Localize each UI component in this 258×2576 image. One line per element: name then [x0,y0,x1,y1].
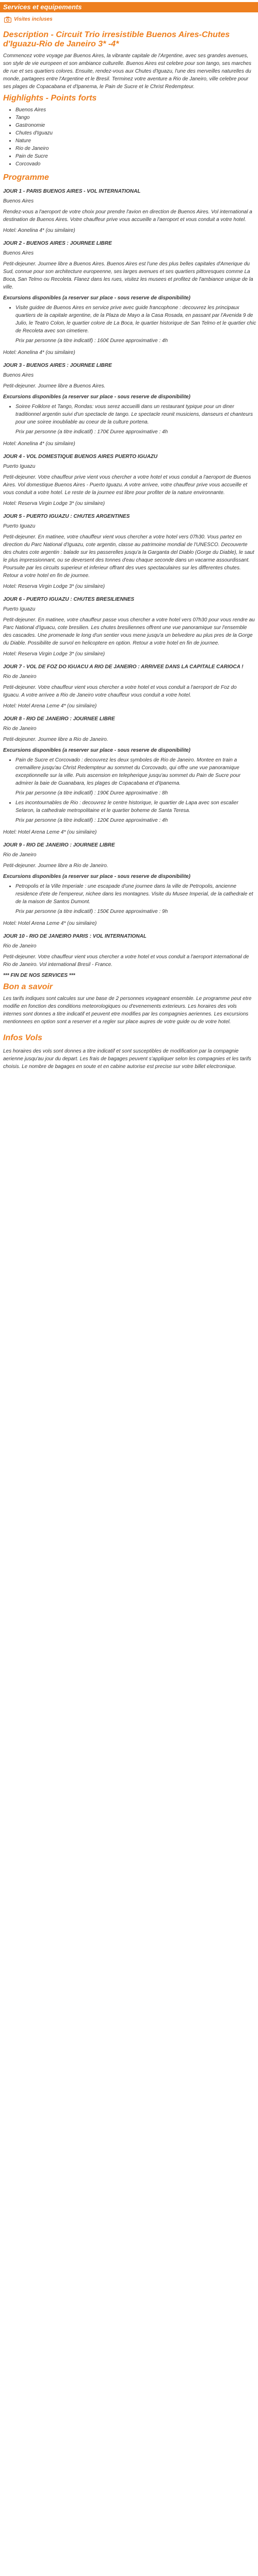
day-place: Puerto Iguazu [3,464,36,469]
day-place: Puerto Iguazu [3,523,36,529]
intro-paragraph: Commencez votre voyage par Buenos Aires, la vibrante capitale de l'Argentine, avec ses grandes avenues, son style de vie europeen et son ambiance culturelle. Buenos Aires est celebre pour son tango, ses marches de rue et ses quartiers colores. Ensuite, rendez-vous aux Chutes d'Iguazu, l'une des merveilles naturelles du monde, partagees entre l'Argentine et le Bresil. Terminez votre aventure a Rio de Janeiro, ville celebre pour ses plages de Copacabana et d'Ipanema, le Pain de Sucre et le Christ Redempteur. [3,53,252,90]
camera-icon [4,16,11,23]
day-title: JOUR 10 - RIO DE JANEIRO PARIS : VOL INTERNATIONAL [3,934,147,939]
highlight-item: • Rio de Janeiro [15,145,258,152]
day-title: JOUR 1 - PARIS BUENOS AIRES - VOL INTERNATIONAL [3,189,141,194]
day-hotel: Hotel: Aonelina 4* (ou similaire) [3,350,75,355]
day-place: Buenos Aires [3,198,34,204]
activities-list [0,883,258,916]
day-hotel: Hotel: Hotel Arena Leme 4* (ou similaire) [3,703,97,709]
programme-title: Programme [3,173,49,182]
activity-item: • Soiree Folklore et Tango, Rondas: vous serez accueilli dans un restaurant typique pour un diner traditionnel argentin suivi d'un spectacle de tango. Le spectacle reunit musiciens, danseurs et chanteurs pour une soiree inoubliable au coeur de la culture portena. [15,403,258,426]
day-text: Petit-dejeuner. Journee libre a Buenos Aires. [3,383,106,389]
day-place: Puerto Iguazu [3,606,36,612]
highlight-item: • Corcovado [15,160,258,168]
activity-price: Prix par personne (a titre indicatif) : 160€ Duree approximative : 4h [15,338,168,344]
day-title: JOUR 5 - PUERTO IGUAZU : CHUTES ARGENTINES [3,514,130,519]
day-place: Rio de Janeiro [3,726,37,732]
day-place: Buenos Aires [3,250,34,256]
highlight-item: • Chutes d'Iguazu [15,129,258,137]
day-place: Rio de Janeiro [3,674,37,680]
activity-price: Prix par personne (a titre indicatif) : 170€ Duree approximative : 4h [15,429,168,435]
activity-price: Prix par personne (a titre indicatif) : 120€ Duree approximative : 4h [15,818,168,823]
day-text: Petit-dejeuner. En matinee, votre chauffeur passe vous chercher a votre hotel vers 07h30 pour vous rendre au Parc National d'Iguacu, cote bresilien. Les chutes bresiliennes offrent une vue panoramique sur l'ensemble des cascades. Une promenade le long d'un sentier vous mene jusqu'a un belvedere au plus pres de la Gorge du Diable. Possibilite de survol en helicoptere en option. Retour a votre hotel en fin de journee. [3,617,255,646]
day-title: JOUR 9 - RIO DE JANEIRO : JOURNEE LIBRE [3,842,115,848]
bon-a-savoir-title: Bon a savoir [3,982,53,991]
infos-vols-text: Les horaires des vols sont donnes a titre indicatif et sont susceptibles de modification par la compagnie aerienne jusqu'au jour du depart. Les frais de bagages peuvent s'appliquer selon les compagnies et les tarifs choisis. Le nombre de bagages en soute et en cabine autorise est precise sur votre billet electronique. [3,1048,251,1070]
day-title: JOUR 2 - BUENOS AIRES : JOURNEE LIBRE [3,241,112,246]
activity-item: • Petropolis et la Ville Imperiale : une escapade d'une journee dans la ville de Petropolis, ancienne residence d'ete de l'empereur, nichee dans les montagnes. Visite du Musee Imperial, de la cathedrale et de la maison de Santos Dumont. [15,883,258,906]
highlights-title: Highlights - Points forts [3,94,97,103]
day-hotel: Hotel: Hotel Arena Leme 4* (ou similaire) [3,829,97,835]
day-place: Rio de Janeiro [3,852,37,858]
highlights-list [0,106,258,168]
day-text: Petit-dejeuner. Votre chauffeur vient vous chercher a votre hotel et vous conduit a l'aeroport de Foz do Iguacu. A votre arrivee a Rio de Janeiro votre chauffeur vous conduit a votre hotel. [3,685,237,698]
day-title: JOUR 3 - BUENOS AIRES : JOURNEE LIBRE [3,363,112,368]
day-title: JOUR 8 - RIO DE JANEIRO : JOURNEE LIBRE [3,716,115,722]
highlight-item: • Nature [15,137,258,145]
day-hotel: Hotel: Reserva Virgin Lodge 3* (ou similaire) [3,501,105,506]
day-hotel: Hotel: Aonelina 4* (ou similaire) [3,441,75,447]
visites-label: Visites incluses [14,16,53,22]
activity-item: • Les incontournables de Rio : decouvrez le centre historique, le quartier de Lapa avec son escalier Selaron, la cathedrale metropolitaine et le quartier boheme de Santa Teresa. [15,799,258,815]
excursions-note: Excursions disponibles (a reserver sur place - sous reserve de disponibilite) [3,748,190,753]
visites-row [0,12,258,27]
activities-list [0,304,258,345]
day-title: JOUR 6 - PUERTO IGUAZU : CHUTES BRESILIENNES [3,597,135,602]
services-header-bar: Services et equipements [0,2,258,12]
highlight-item: • Buenos Aires [15,106,258,114]
excursions-note: Excursions disponibles (a reserver sur place - sous reserve de disponibilite) [3,874,190,879]
day-hotel: Hotel: Hotel Arena Leme 4* (ou similaire) [3,921,97,926]
activities-list [0,403,258,436]
bon-a-savoir-text: Les tarifs indiques sont calcules sur une base de 2 personnes voyageant ensemble. Le programme peut etre modifie en fonction des conditions meteorologiques ou d'evenements exterieurs. Les horaires des vols internes sont donnes a titre indicatif et peuvent etre modifies par les compagnies aeriennes. Les excursions mentionnees en option sont a reserver et a regler sur place aupres de votre guide ou de votre hotel. [3,996,252,1025]
activity-price: Prix par personne (a titre indicatif) : 150€ Duree approximative : 9h [15,909,168,914]
day-text: Petit-dejeuner. Votre chauffeur vient vous chercher a votre hotel et vous conduit a l'aeroport international de Rio de Janeiro. Vol international Bresil - France. [3,954,249,968]
day-place: Buenos Aires [3,372,34,378]
activity-item: • Pain de Sucre et Corcovado : decouvrez les deux symboles de Rio de Janeiro. Montee en train a cremaillere jusqu'au Christ Redempteur au sommet du Corcovado, qui offre une vue panoramique exceptionnelle sur la ville. Puis ascension en telepherique jusqu'au sommet du Pain de Sucre pour admirer la baie de Guanabara, les plages de Copacabana et d'Ipanema. [15,756,258,787]
highlight-item: • Gastronomie [15,122,258,129]
day-text: Rendez-vous a l'aeroport de votre choix pour prendre l'avion en direction de Buenos Aires. Vol international a destination de Buenos Aires. Votre chauffeur prive vous accueille a l'aeroport et vous conduit a votre hotel. [3,209,252,223]
day-title: JOUR 7 - VOL DE FOZ DO IGUACU A RIO DE JANEIRO : ARRIVEE DANS LA CAPITALE CARIOCA ! [3,664,244,670]
excursions-note: Excursions disponibles (a reserver sur place - sous reserve de disponibilite) [3,394,190,400]
excursions-note: Excursions disponibles (a reserver sur place - sous reserve de disponibilite) [3,295,190,301]
day-title: JOUR 4 - VOL DOMESTIQUE BUENOS AIRES PUERTO IGUAZU [3,454,158,460]
highlight-item: • Pain de Sucre [15,152,258,160]
day-text: Petit-dejeuner. Votre chauffeur prive vient vous chercher a votre hotel et vous conduit a l'aeroport de Buenos Aires. Vol domestique Buenos Aires - Puerto Iguazu. A votre arrivee, votre chauffeur prive vous accueille et vous conduit a votre hotel. Le reste de la journee est libre pour profiter de la nature environnante. [3,474,251,496]
infos-vols-title: Infos Vols [3,1033,42,1042]
day-hotel: Hotel: Aonelina 4* (ou similaire) [3,228,75,233]
day-text: Petit-dejeuner. Journee libre a Buenos Aires. Buenos Aires est l'une des plus belles capitales d'Amerique du Sud, connue pour son architecture europeenne, ses larges avenues et ses quartiers pittoresques comme La Boca, San Telmo ou Recoleta. Flanez dans les rues, visitez les musees et profitez de l'ambiance unique de la ville. [3,261,253,290]
day-text: Petit-dejeuner. En matinee, votre chauffeur vient vous chercher a votre hotel vers 07h30. Vous partez en direction du Parc National d'Iguazu, cote argentin, classe au patrimoine mondial de l'UNESCO. Decouverte des chutes cote argentin : balade sur les passerelles jusqu'a la Garganta del Diablo (Gorge du Diable), le saut le plus impressionnant, ou se deversent des tonnes d'eau chaque seconde dans un vacarme assourdissant. Poursuite par les circuits superieur et inferieur offrant des vues spectaculaires sur les differentes chutes. Retour a votre hotel en fin de journee. [3,534,254,579]
highlight-item: • Tango [15,114,258,122]
day-text: Petit-dejeuner. Journee libre a Rio de Janeiro. [3,863,108,869]
activities-list [0,756,258,824]
day-hotel: Hotel: Reserva Virgin Lodge 3* (ou similaire) [3,584,105,589]
activity-price: Prix par personne (a titre indicatif) : 190€ Duree approximative : 8h [15,790,168,796]
description-title: Description - Circuit Trio irresistible Buenos Aires-Chutes d'Iguazu-Rio de Janeiro 3* -4* [3,30,230,48]
day-place: Rio de Janeiro [3,943,37,949]
activity-item: • Visite guidee de Buenos Aires en service prive avec guide francophone : decouvrez les principaux quartiers de la capitale argentine, de la Plaza de Mayo a la Casa Rosada, en passant par l'Avenida 9 de Julio, le Teatro Colon, le quartier colore de La Boca, le quartier historique de San Telmo et le quartier chic de Recoleta avec son cimetiere. [15,304,258,335]
day-text: Petit-dejeuner. Journee libre a Rio de Janeiro. [3,737,108,742]
day-hotel: Hotel: Reserva Virgin Lodge 3* (ou similaire) [3,651,105,657]
end-of-services-note: *** FIN DE NOS SERVICES *** [3,973,75,978]
